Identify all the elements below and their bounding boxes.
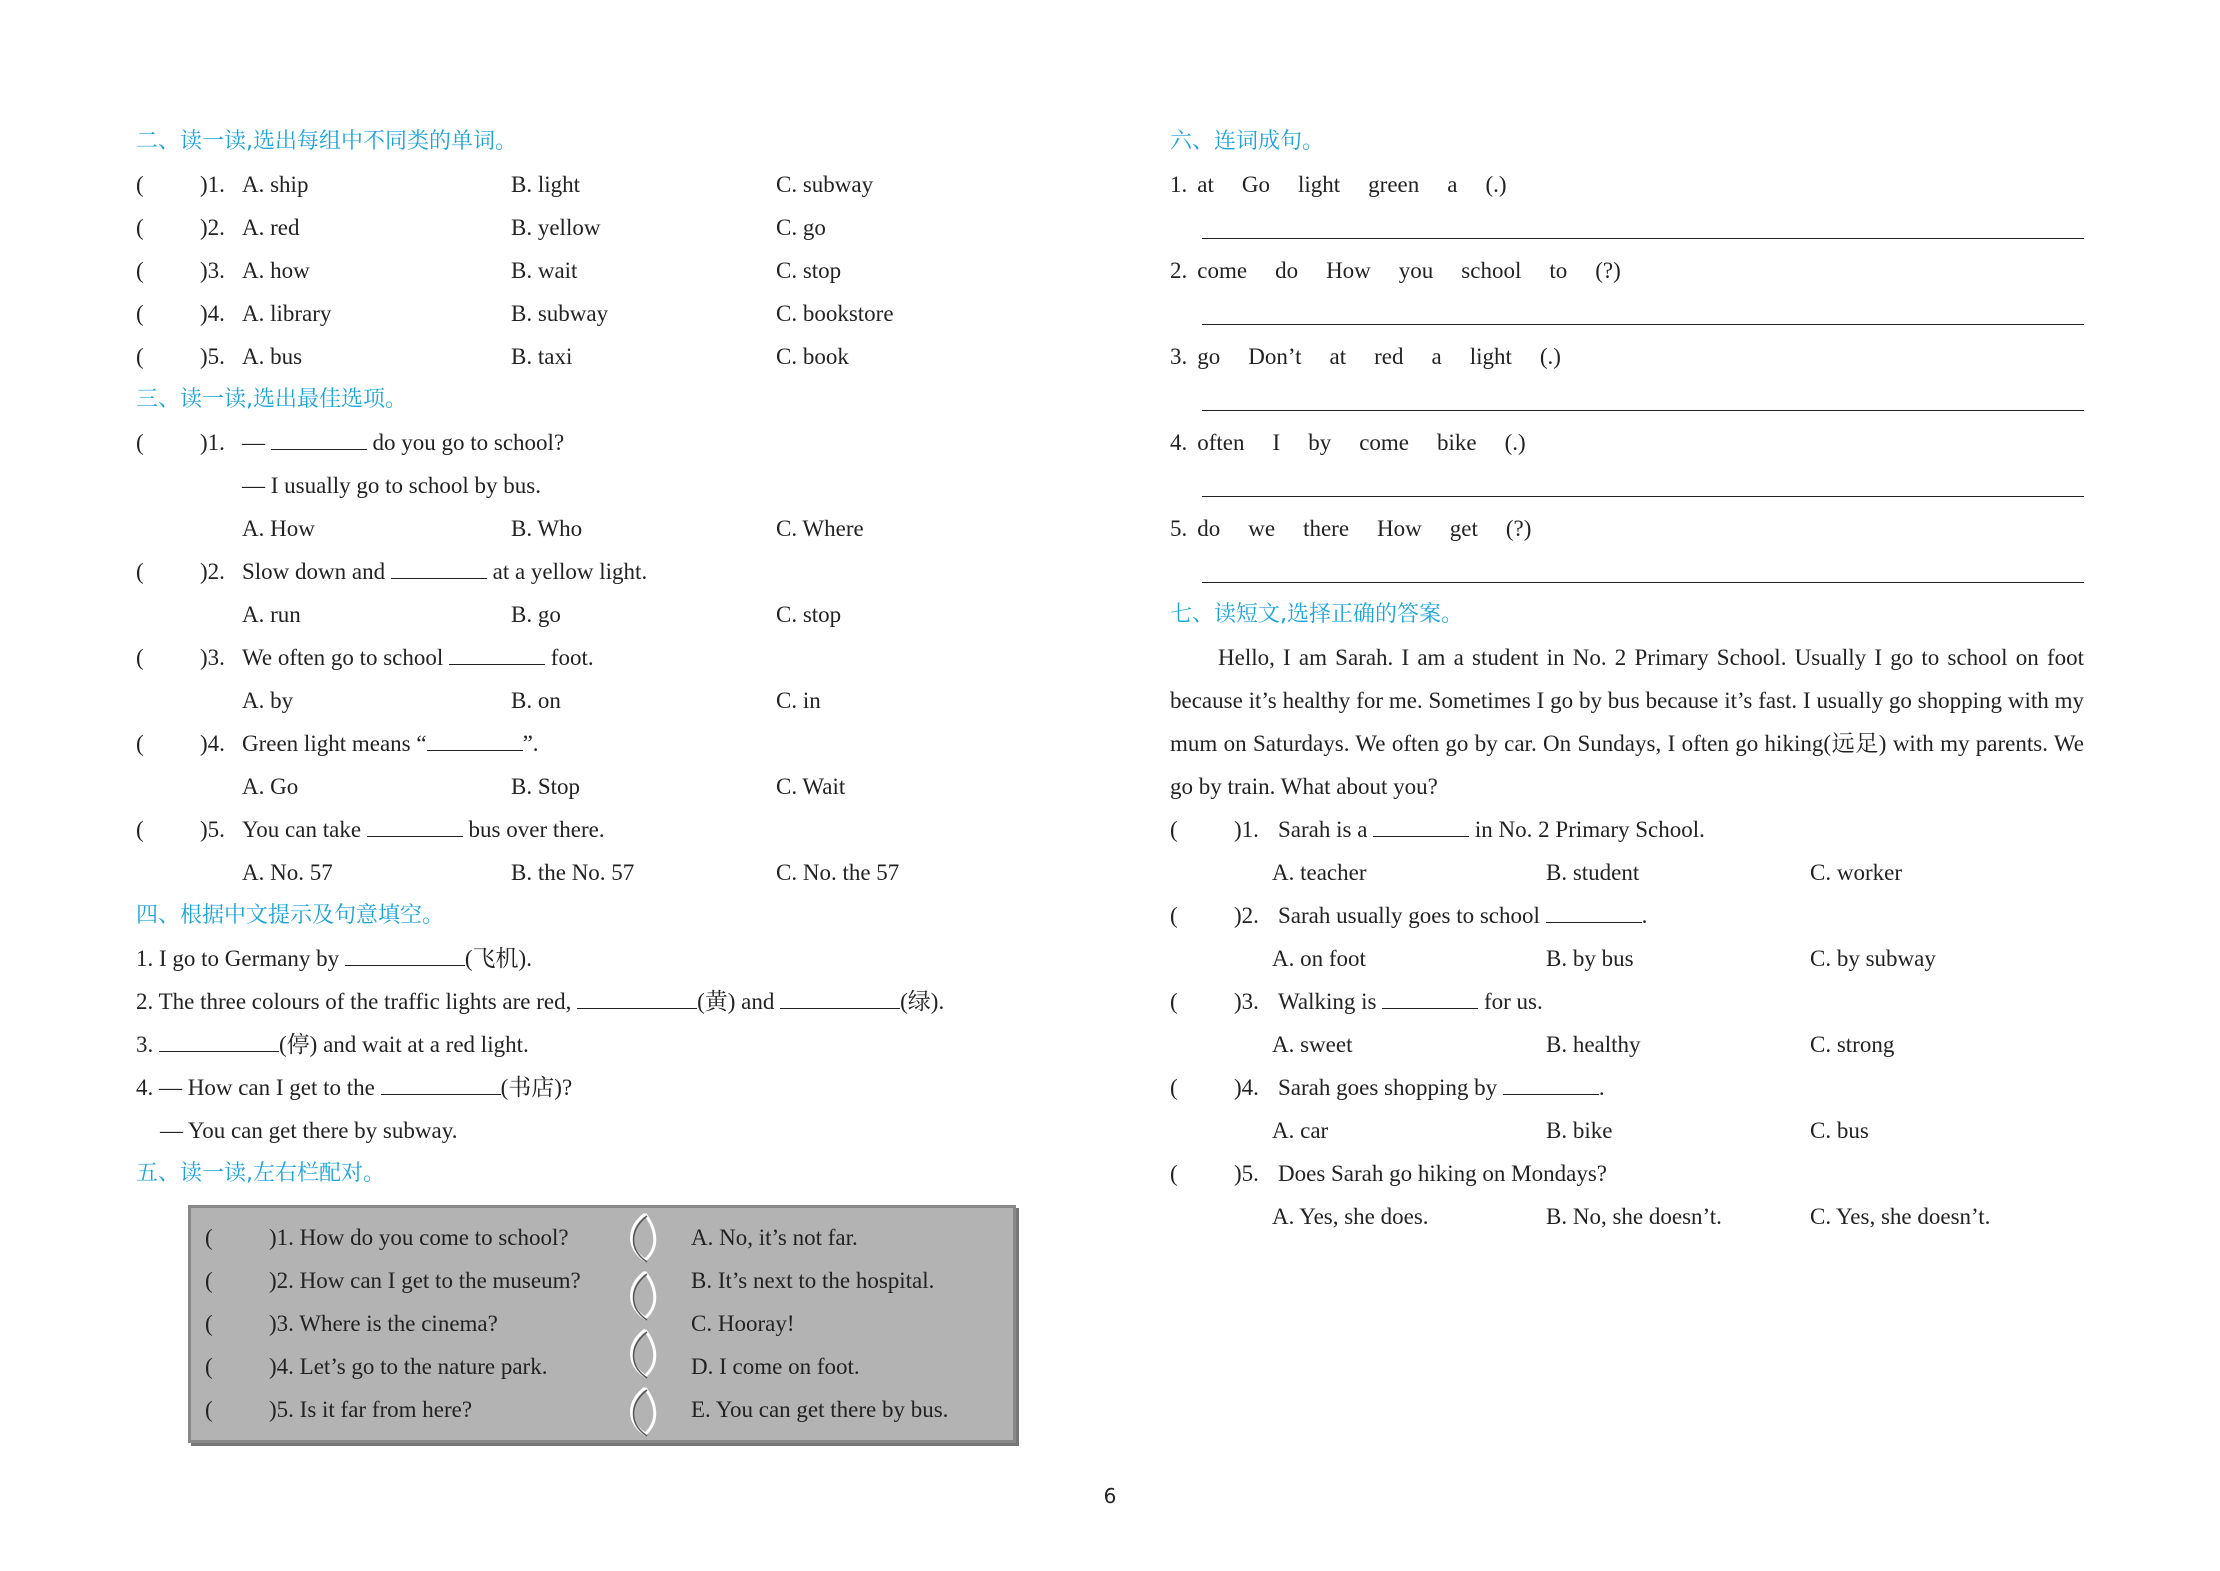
option-c[interactable]: C. subway — [776, 172, 874, 197]
match-row: ( )4. Let’s go to the nature park. D. I come on foot. — [191, 1345, 1013, 1388]
option-a[interactable]: A. teacher — [1272, 860, 1367, 885]
option-a[interactable]: A. ship — [242, 172, 309, 197]
s3-q1-options: A. How B. Who C. Where — [242, 516, 864, 541]
s7-q3-options — [1170, 1023, 2084, 1066]
s6-item: 1. at Go light green a (.) — [1170, 163, 2084, 206]
option-c[interactable]: C. bookstore — [776, 301, 894, 326]
word-chip: Don’t — [1248, 344, 1302, 369]
match-answer[interactable]: D. I come on foot. — [691, 1354, 860, 1379]
word-chip: do — [1275, 258, 1299, 283]
word-chip: go — [1197, 344, 1221, 369]
answer-blank[interactable] — [1503, 1066, 1599, 1095]
word-chip: How — [1326, 258, 1371, 283]
word-chip: by — [1308, 430, 1332, 455]
word-chip: How — [1377, 516, 1422, 541]
answer-blank[interactable] — [271, 421, 367, 450]
section-3-title: 三、读一读,选出最佳选项。 — [136, 387, 407, 412]
word-chip: green — [1368, 172, 1420, 197]
answer-line[interactable] — [1170, 206, 2084, 249]
match-question: )2. How can I get to the museum? — [269, 1268, 581, 1293]
answer-blank[interactable] — [381, 1066, 501, 1095]
right-column — [1170, 120, 2084, 1238]
word-chip: there — [1303, 516, 1350, 541]
s4-q1: 1. I go to Germany by (飞机). — [136, 937, 1016, 980]
answer-blank[interactable] — [1382, 980, 1478, 1009]
s2-item: ( )2. A. red B. yellow C. go — [136, 206, 1016, 249]
s7-q1: ( )1. Sarah is a in No. 2 Primary School. — [1170, 808, 2084, 851]
s3-q4-options: A. Go B. Stop C. Wait — [242, 774, 846, 799]
match-row: ( )3. Where is the cinema? C. Hooray! — [191, 1302, 1013, 1345]
left-column — [136, 120, 1016, 1195]
word-chip: bike — [1437, 430, 1477, 455]
option-c[interactable]: C. go — [776, 215, 826, 240]
binder-clip-icon — [623, 1208, 663, 1440]
option-b[interactable]: B. bike — [1546, 1118, 1613, 1143]
s6-item: 5. do we there How get (?) — [1170, 507, 2084, 550]
match-question: )4. Let’s go to the nature park. — [269, 1354, 548, 1379]
answer-blank[interactable] — [391, 550, 487, 579]
s7-q4-options — [1170, 1109, 2084, 1152]
word-chip: at — [1329, 344, 1347, 369]
s3-q4: ( )4. Green light means “ ”. — [136, 722, 1016, 765]
section-7-title: 七、读短文,选择正确的答案。 — [1170, 602, 1463, 627]
word-chip: Go — [1241, 172, 1270, 197]
s6-item: 4. often I by come bike (.) — [1170, 421, 2084, 464]
option-b[interactable]: B. subway — [511, 301, 609, 326]
option-b[interactable]: B. taxi — [511, 344, 573, 369]
s7-q2-options — [1170, 937, 2084, 980]
match-answer[interactable]: B. It’s next to the hospital. — [691, 1268, 935, 1293]
option-a[interactable]: A. how — [242, 258, 310, 283]
option-b[interactable]: B. yellow — [511, 215, 601, 240]
option-c[interactable]: C. book — [776, 344, 849, 369]
section-2-title: 二、读一读,选出每组中不同类的单词。 — [136, 129, 517, 154]
word-chip: do — [1197, 516, 1221, 541]
option-a[interactable]: A. on foot — [1272, 946, 1366, 971]
s7-q5-options — [1170, 1195, 2084, 1238]
answer-blank[interactable] — [159, 1023, 279, 1052]
s6-item: 2. come do How you school to (?) — [1170, 249, 2084, 292]
s3-q1: ( )1. — do you go to school? — [136, 421, 1016, 464]
match-answer[interactable]: E. You can get there by bus. — [691, 1397, 949, 1422]
s2-item: ( )4. A. library B. subway C. bookstore — [136, 292, 1016, 335]
s7-q1-options — [1170, 851, 2084, 894]
reading-passage: Hello, I am Sarah. I am a student in No. 2 Primary School. Usually I go to school on foot because it’s healthy for me. Sometimes I go by bus because it’s fast. I usually go shopping with my mum on Saturdays. We often go by car. On Sundays, I often go hiking(远足) with my parents. We go by train. What about you? — [1170, 645, 2084, 799]
answer-blank[interactable] — [1373, 808, 1469, 837]
word-chip: come — [1359, 430, 1409, 455]
match-row: ( )2. How can I get to the museum? B. It’s next to the hospital. — [191, 1259, 1013, 1302]
s6-item: 3. go Don’t at red a light (.) — [1170, 335, 2084, 378]
s2-item: ( )1. A. ship B. light C. subway — [136, 163, 1016, 206]
word-chip: I — [1272, 430, 1281, 455]
s2-item: ( )5. A. bus B. taxi C. book — [136, 335, 1016, 378]
option-c[interactable]: C. Yes, she doesn’t. — [1810, 1204, 1991, 1229]
word-chip: school — [1461, 258, 1522, 283]
s3-q5: ( )5. You can take bus over there. — [136, 808, 1016, 851]
match-answer[interactable]: A. No, it’s not far. — [691, 1225, 858, 1250]
answer-blank[interactable] — [780, 980, 900, 1009]
word-chip: we — [1248, 516, 1276, 541]
word-chip: red — [1374, 344, 1404, 369]
answer-blank[interactable] — [1546, 894, 1642, 923]
s7-q5: ( )5. Does Sarah go hiking on Mondays? — [1170, 1161, 1607, 1186]
s4-q2: 2. The three colours of the traffic lights are red, (黄) and (绿). — [136, 980, 1016, 1023]
option-a[interactable]: A. car — [1272, 1118, 1329, 1143]
word-chip: a — [1447, 172, 1458, 197]
answer-line[interactable] — [1170, 378, 2084, 421]
word-chip: come — [1197, 258, 1248, 283]
word-chip: often — [1197, 430, 1245, 455]
option-b[interactable]: B. student — [1546, 860, 1640, 885]
answer-line[interactable] — [1170, 550, 2084, 593]
matching-box — [188, 1205, 1016, 1443]
section-5-title: 五、读一读,左右栏配对。 — [136, 1161, 385, 1186]
s2-item: ( )3. A. how B. wait C. stop — [136, 249, 1016, 292]
option-a[interactable]: A. Yes, she does. — [1272, 1204, 1429, 1229]
option-c[interactable]: C. bus — [1810, 1118, 1869, 1143]
answer-line[interactable] — [1170, 292, 2084, 335]
s3-q5-options: A. No. 57 B. the No. 57 C. No. the 57 — [242, 860, 900, 885]
word-chip: a — [1431, 344, 1442, 369]
answer-blank[interactable] — [427, 722, 523, 751]
s3-q2: ( )2. Slow down and at a yellow light. — [136, 550, 1016, 593]
word-chip: you — [1398, 258, 1434, 283]
s7-q4: ( )4. Sarah goes shopping by . — [1170, 1066, 2084, 1109]
s3-q3-options: A. by B. on C. in — [242, 688, 821, 713]
match-question: )5. Is it far from here? — [269, 1397, 473, 1422]
option-c[interactable]: C. strong — [1810, 1032, 1895, 1057]
word-chip: light — [1297, 172, 1341, 197]
option-b[interactable]: B. No, she doesn’t. — [1546, 1204, 1722, 1229]
word-chip: light — [1469, 344, 1512, 369]
option-c[interactable]: C. by subway — [1810, 946, 1936, 971]
answer-blank[interactable] — [577, 980, 697, 1009]
match-question: )1. How do you come to school? — [269, 1225, 569, 1250]
word-chip: get — [1449, 516, 1478, 541]
section-4-title: 四、根据中文提示及句意填空。 — [136, 903, 445, 928]
option-a[interactable]: A. red — [242, 215, 300, 240]
word-chip: to — [1549, 258, 1568, 283]
option-c[interactable]: C. stop — [776, 258, 842, 283]
s4-q3: 3. (停) and wait at a red light. — [136, 1023, 1016, 1066]
s4-q4: 4. — How can I get to the (书店)? — [136, 1066, 1016, 1109]
option-a[interactable]: A. bus — [242, 344, 303, 369]
match-row: ( )5. Is it far from here? E. You can get there by bus. — [191, 1388, 1013, 1431]
option-a[interactable]: A. sweet — [1272, 1032, 1353, 1057]
option-c[interactable]: C. worker — [1810, 860, 1902, 885]
page-number: 6 — [1103, 1484, 1117, 1508]
word-chip: at — [1197, 172, 1214, 197]
s3-q2-options: A. run B. go C. stop — [242, 602, 842, 627]
option-b[interactable]: B. wait — [511, 258, 578, 283]
answer-line[interactable] — [1170, 464, 2084, 507]
match-answer[interactable]: C. Hooray! — [691, 1311, 795, 1336]
s3-q3: ( )3. We often go to school foot. — [136, 636, 1016, 679]
option-a[interactable]: A. library — [242, 301, 332, 326]
s4-q4-reply: — You can get there by subway. — [160, 1118, 458, 1143]
option-b[interactable]: B. light — [511, 172, 581, 197]
section-6-title: 六、连词成句。 — [1170, 129, 1325, 154]
s3-q1-reply: — I usually go to school by bus. — [242, 473, 541, 498]
option-b[interactable]: B. by bus — [1546, 946, 1634, 971]
option-b[interactable]: B. healthy — [1546, 1032, 1641, 1057]
answer-blank[interactable] — [449, 636, 545, 665]
match-question: )3. Where is the cinema? — [269, 1311, 498, 1336]
match-row: ( )1. How do you come to school? A. No, it’s not far. — [191, 1216, 1013, 1259]
s7-q3: ( )3. Walking is for us. — [1170, 980, 2084, 1023]
answer-blank[interactable] — [345, 937, 465, 966]
s7-q2: ( )2. Sarah usually goes to school . — [1170, 894, 2084, 937]
answer-blank[interactable] — [367, 808, 463, 837]
